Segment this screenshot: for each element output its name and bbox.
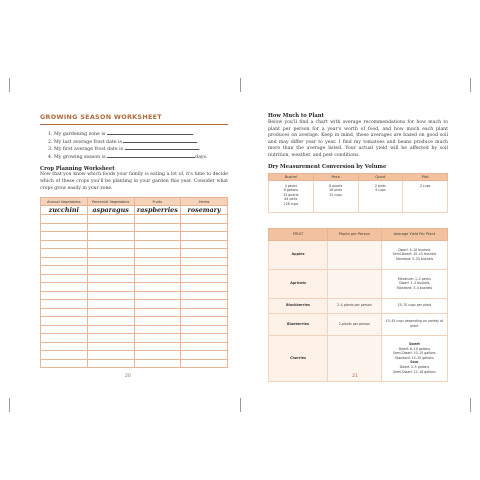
table-row — [269, 180, 448, 212]
dry-measurement-table — [268, 173, 448, 213]
yield-variety-label: Sour — [410, 360, 419, 365]
blank-cell[interactable] — [41, 317, 88, 326]
blank-cell[interactable] — [41, 359, 88, 368]
table-row — [41, 325, 228, 334]
left-page — [40, 104, 228, 368]
blank-cell[interactable] — [87, 325, 134, 334]
first-frost-blank[interactable] — [125, 146, 199, 150]
blank-cell[interactable] — [41, 308, 88, 317]
plants-apples — [328, 240, 382, 269]
blank-cell[interactable] — [181, 215, 228, 224]
question-last-frost: 2. My last average frost date is . — [48, 139, 199, 145]
blank-cell[interactable] — [181, 300, 228, 309]
fruit-blackberries: Blackberries — [269, 298, 328, 313]
blank-cell[interactable] — [181, 334, 228, 343]
table-row — [41, 215, 228, 224]
blank-cell[interactable] — [181, 325, 228, 334]
blank-cell[interactable] — [134, 249, 181, 258]
blank-cell[interactable] — [134, 215, 181, 224]
crop-mark-spine-bottom — [240, 398, 241, 412]
dry-measurement-heading: Dry Measurement Conversion by Volume — [268, 163, 387, 170]
table-row — [269, 335, 448, 381]
blank-cell[interactable] — [87, 257, 134, 266]
header-annual-vegetables: Annual Vegetables — [41, 198, 88, 206]
cell-line: 64 pints — [284, 197, 298, 202]
cell-line: 15–45 cups depending on variety of plant — [385, 319, 444, 329]
blank-cell[interactable] — [87, 308, 134, 317]
blank-cell[interactable] — [134, 351, 181, 360]
blank-cell[interactable] — [181, 257, 228, 266]
yield-blueberries — [381, 313, 447, 335]
last-frost-blank[interactable] — [123, 139, 197, 143]
blank-cell[interactable] — [41, 283, 88, 292]
table-row — [269, 313, 448, 335]
blank-cell[interactable] — [134, 334, 181, 343]
blank-cell[interactable] — [41, 342, 88, 351]
cell-line: 32 cups — [329, 192, 342, 197]
blank-cell[interactable] — [181, 274, 228, 283]
crop-mark-spine-top — [240, 78, 241, 92]
cell-line: 25–70 cups per plant — [397, 303, 432, 308]
blank-cell[interactable] — [87, 223, 134, 232]
fruit-yield-table — [268, 228, 448, 382]
blank-cell[interactable] — [41, 325, 88, 334]
blank-cell[interactable] — [41, 351, 88, 360]
cell-line: Dwarf: 8–10 gallons — [398, 346, 431, 351]
yield-cherries — [381, 335, 447, 381]
blank-cell[interactable] — [181, 249, 228, 258]
table-row — [41, 232, 228, 241]
header-fruits: Fruits — [134, 198, 181, 206]
plants-apricots — [328, 269, 382, 298]
blank-cell[interactable] — [134, 257, 181, 266]
worksheet-title: GROWING SEASON WORKSHEET — [40, 113, 162, 121]
header-plants-per-person: Plants per Person — [328, 228, 382, 240]
question-first-frost: 3. My first average frost date is . — [48, 147, 200, 153]
blank-cell[interactable] — [87, 249, 134, 258]
table-row — [41, 223, 228, 232]
right-page — [268, 104, 448, 382]
table-row — [41, 300, 228, 309]
blank-cell[interactable] — [87, 334, 134, 343]
question-zone: 1. My gardening zone is . — [48, 132, 195, 137]
table-row — [41, 283, 228, 292]
question-growing-season: 4. My growing season is days. — [48, 154, 208, 160]
blank-cell[interactable] — [41, 232, 88, 241]
blank-cell[interactable] — [87, 215, 134, 224]
quart-values — [358, 180, 403, 212]
entry-herb[interactable]: rosemary — [181, 206, 228, 215]
blank-cell[interactable] — [181, 291, 228, 300]
table-row — [269, 298, 448, 313]
blank-cell[interactable] — [87, 317, 134, 326]
how-much-heading: How Much to Plant — [268, 113, 324, 119]
plants-blueberries: 2 plants per person — [328, 313, 382, 335]
blank-cell[interactable] — [134, 342, 181, 351]
header-peck: Peck — [313, 173, 358, 180]
cell-line: Standard: 15–20 gallons — [395, 355, 434, 360]
cell-line: 2 cups — [419, 183, 431, 188]
blank-cell[interactable] — [134, 223, 181, 232]
cell-line: Standard: 3–4 bushels — [396, 285, 433, 290]
blank-cell[interactable] — [134, 291, 181, 300]
table-row — [41, 359, 228, 368]
title-rule — [40, 124, 228, 125]
cell-line: 8 quarts — [328, 183, 343, 188]
blank-cell[interactable] — [41, 257, 88, 266]
blank-cell[interactable] — [87, 232, 134, 241]
blank-cell[interactable] — [134, 240, 181, 249]
blank-cell[interactable] — [181, 359, 228, 368]
fruit-cherries: Cherries — [269, 335, 328, 381]
blank-cell[interactable] — [181, 240, 228, 249]
cell-line: 8 gallons — [283, 188, 299, 193]
blank-cell[interactable] — [87, 351, 134, 360]
season-questions — [40, 131, 228, 161]
blank-cell[interactable] — [87, 291, 134, 300]
blank-cell[interactable] — [87, 240, 134, 249]
cell-line: Semi-Dwarf: 10–15 bushels — [392, 252, 437, 257]
header-quart: Quart — [358, 173, 403, 180]
yield-apples — [381, 240, 447, 269]
table-row — [41, 257, 228, 266]
blank-cell[interactable] — [87, 283, 134, 292]
entry-annual[interactable]: zucchini — [41, 206, 88, 215]
blank-cell[interactable] — [87, 266, 134, 275]
blank-cell[interactable] — [134, 317, 181, 326]
crop-mark-right-bottom — [470, 398, 471, 412]
table-row — [41, 317, 228, 326]
header-average-yield: Average Yield Per Plant — [381, 228, 447, 240]
table-row — [41, 266, 228, 275]
blank-cell[interactable] — [181, 351, 228, 360]
cell-line: Semi-Dwarf: 12–18 gallons — [393, 369, 436, 374]
zone-blank[interactable] — [107, 131, 193, 135]
entry-fruit[interactable]: raspberries — [134, 206, 181, 215]
header-herbs: Herbs — [181, 198, 228, 206]
cell-line: Miniature: 1–2 pecks — [397, 276, 431, 281]
table-row — [269, 269, 448, 298]
table-row — [41, 249, 228, 258]
blank-cell[interactable] — [134, 300, 181, 309]
blank-cell[interactable] — [134, 274, 181, 283]
blank-cell[interactable] — [134, 283, 181, 292]
cell-line: Dwarf: 2–5 gallons — [399, 364, 430, 369]
blank-cell[interactable] — [41, 274, 88, 283]
yield-blackberries — [381, 298, 447, 313]
cell-line: Dwarf: 1–2 bushels — [399, 281, 430, 286]
fruit-blueberries: Blueberries — [269, 313, 328, 335]
cell-line: 32 quarts — [283, 192, 299, 197]
blank-cell[interactable] — [181, 223, 228, 232]
crop-mark-right-top — [470, 78, 471, 92]
plants-blackberries: 2–4 plants per person — [328, 298, 382, 313]
yield-variety-label: Sweet — [408, 341, 420, 346]
cell-line: 128 cups — [283, 201, 299, 206]
blank-cell[interactable] — [41, 215, 88, 224]
table-row — [41, 351, 228, 360]
cell-line: 4 pecks — [284, 183, 298, 188]
crop-mark-left-bottom — [9, 398, 10, 412]
crop-planning-table — [40, 197, 228, 368]
blank-cell[interactable] — [41, 266, 88, 275]
blank-cell[interactable] — [41, 291, 88, 300]
blank-cell[interactable] — [181, 308, 228, 317]
entry-perennial[interactable]: asparagus — [87, 206, 134, 215]
growing-season-blank[interactable] — [107, 154, 195, 158]
blank-cell[interactable] — [87, 300, 134, 309]
blank-cell[interactable] — [87, 359, 134, 368]
cell-line: Semi-Dwarf: 10–15 gallons — [393, 351, 436, 356]
planning-text: Now that you know which foods your family is eating a lot of, it's time to decide which of these crops you'll be planting in your garden this year. Consider what crops grow easily in your zone. — [40, 172, 228, 191]
cell-line: Dwarf: 5–10 bushels — [398, 247, 431, 252]
cell-line: Standard: 5–20 bushels — [395, 256, 434, 261]
fruit-apples: Apples — [269, 240, 328, 269]
blank-cell[interactable] — [134, 232, 181, 241]
blank-cell[interactable] — [41, 249, 88, 258]
table-row — [41, 274, 228, 283]
blank-cell[interactable] — [181, 342, 228, 351]
blank-cell[interactable] — [87, 274, 134, 283]
table-row — [41, 206, 228, 215]
page-number-right: 21 — [352, 374, 358, 379]
header-perennial-vegetables: Perennial Vegetables — [87, 198, 134, 206]
blank-cell[interactable] — [181, 317, 228, 326]
cell-line: 4 cups — [375, 188, 386, 193]
table-row — [41, 308, 228, 317]
blank-cell[interactable] — [134, 266, 181, 275]
cell-line: 16 pints — [329, 188, 343, 193]
page-number-left: 20 — [125, 374, 131, 379]
fruit-apricots: Apricots — [269, 269, 328, 298]
blank-cell[interactable] — [41, 223, 88, 232]
blank-cell[interactable] — [134, 325, 181, 334]
table-row — [269, 240, 448, 269]
table-row — [41, 240, 228, 249]
table-row — [41, 291, 228, 300]
yield-apricots — [381, 269, 447, 298]
blank-cell[interactable] — [181, 283, 228, 292]
blank-cell[interactable] — [41, 334, 88, 343]
pint-values — [403, 180, 448, 212]
blank-cell[interactable] — [181, 232, 228, 241]
blank-cell[interactable] — [87, 342, 134, 351]
header-pint: Pint — [403, 173, 448, 180]
cell-line: 2 pints — [374, 183, 386, 188]
crop-mark-left-top — [9, 78, 10, 92]
blank-cell[interactable] — [134, 308, 181, 317]
table-row — [41, 342, 228, 351]
table-row — [41, 334, 228, 343]
blank-cell[interactable] — [41, 240, 88, 249]
how-much-text: Below you'll find a chart with average recommendations for how much to plant per person for a year's worth of food, and how much each plant produces on average. Keep in mind, these averages are based on good soil and may differ year to year. I find my tomatoes and beans produce much more than the average listed. Your actual yield will be affected by soil nutrition, weather, and pest conditions. — [268, 120, 448, 158]
peck-values — [313, 180, 358, 212]
blank-cell[interactable] — [134, 359, 181, 368]
bushel-values — [269, 180, 314, 212]
blank-cell[interactable] — [41, 300, 88, 309]
header-bushel: Bushel — [269, 173, 314, 180]
planning-heading: Crop Planning Worksheet — [40, 166, 115, 173]
blank-cell[interactable] — [181, 266, 228, 275]
header-fruit: FRUIT — [269, 228, 328, 240]
